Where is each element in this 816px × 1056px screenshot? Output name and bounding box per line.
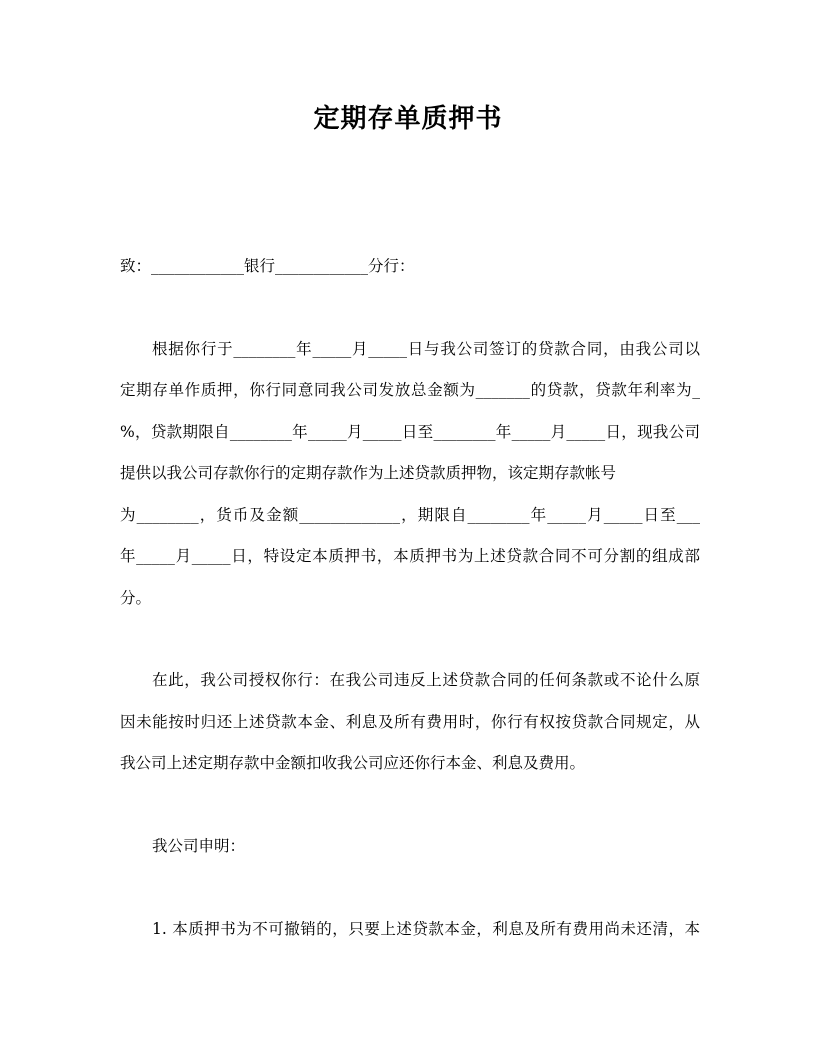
paragraph-1-line-1: 根据你行于________年_____月_____日与我公司签订的贷款合同，由我公司以 — [152, 340, 700, 358]
paragraph-1-line-2: 定期存单作质押，你行同意同我公司发放总金额为_______的贷款，贷款年利率为_ — [120, 381, 700, 399]
clause-1-line-1: 1. 本质押书为不可撤销的，只要上述贷款本金，利息及所有费用尚未还清，本 — [152, 920, 700, 938]
paragraph-1-line-3: %，贷款期限自________年_____月_____日至________年_____月_____日，现我公司 — [120, 423, 700, 441]
declaration-heading: 我公司申明： — [152, 837, 246, 855]
paragraph-2-line-1: 在此，我公司授权你行：在我公司违反上述贷款合同的任何条款或不论什么原 — [152, 671, 700, 689]
document-title: 定期存单质押书 — [313, 104, 503, 134]
paragraph-2-line-3: 我公司上述定期存款中金额扣收我公司应还你行本金、利息及费用。 — [120, 754, 586, 772]
paragraph-1-line-7: 分。 — [120, 589, 152, 607]
paragraph-1-line-6: 年_____月_____日，特设定本质押书，本质押书为上述贷款合同不可分割的组成部 — [120, 547, 700, 565]
addressee-line: 致：____________银行____________分行： — [120, 257, 415, 275]
paragraph-2-line-2: 因未能按时归还上述贷款本金、利息及所有费用时，你行有权按贷款合同规定，从 — [120, 713, 700, 731]
paragraph-1-line-4: 提供以我公司存款你行的定期存款作为上述贷款质押物，该定期存款帐号 — [120, 464, 617, 482]
paragraph-1-line-5: 为________，货币及金额_____________，期限自________年_____月_____日至___ — [120, 506, 700, 524]
